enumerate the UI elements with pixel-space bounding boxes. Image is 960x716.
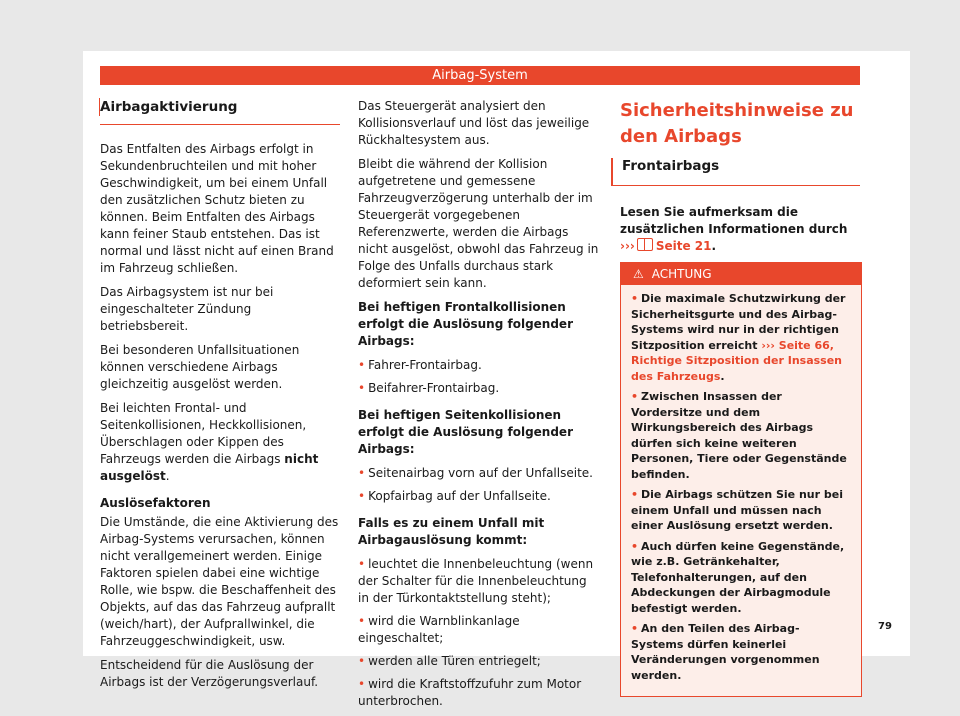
paragraph: Bei besonderen Unfallsituationen können verschiedene Airbags gleichzeitig ausgelöst werden. bbox=[100, 343, 300, 391]
page-number: 79 bbox=[878, 621, 892, 632]
section-title-airbagaktivierung: Airbagaktivierung bbox=[100, 98, 340, 125]
warning-item: • Auch dürfen keine Gegenstände, wie z.B. Getränkehalter, Telefonhalterungen, auf den Abdeckungen der Airbagmodule befestigt werden. bbox=[631, 539, 845, 615]
list-item: • leuchtet die Innenbeleuchtung (wenn der Schalter für die Innenbeleuchtung in der Türkontaktstellung steht); bbox=[358, 557, 594, 605]
subheading-ausloesefaktoren: Auslösefaktoren bbox=[100, 496, 211, 510]
paragraph: Das Entfalten des Airbags erfolgt in Sekundenbruchteilen und mit hoher Geschwindigkeit, um bei einem Unfall den zusätzlichen Schutz bieten zu können. Beim Entfalten des Airbags kann feiner Staub entstehen. Das ist normal und lässt nicht auf einen Brand im Fahrzeug schließen. bbox=[100, 142, 334, 275]
list-item: • Fahrer-Frontairbag. bbox=[358, 358, 482, 372]
column-right bbox=[620, 98, 860, 697]
book-icon bbox=[637, 238, 653, 251]
list-item: • werden alle Türen entriegelt; bbox=[358, 654, 541, 668]
column-middle bbox=[358, 98, 601, 716]
warning-body bbox=[621, 285, 861, 696]
page-reference-link[interactable]: Seite 21 bbox=[655, 239, 712, 253]
warning-item: • Die Airbags schützen Sie nur bei einem Unfall und müssen nach einer Auslösung ersetzt werden. bbox=[631, 488, 843, 532]
subsection-title-frontairbags: Frontairbags bbox=[611, 158, 860, 186]
paragraph: Die Umstände, die eine Aktivierung des Airbag-Systems verursachen, können nicht verallgemeinert werden. Einige Faktoren spielen dabei eine wichtige Rolle, wie bspw. die Beschaffenheit des Objekts, auf das das Fahrzeug aufprallt (weich/hart), der Aufprallwinkel, die Fahrzeuggeschwindigkeit, usw. bbox=[100, 515, 339, 648]
paragraph: Bleibt die während der Kollision aufgetretene und gemessene Fahrzeugverzögerung unterhalb der im Steuergerät vorgegebenen Referenzwerte, werden die Airbags nicht ausgelöst, obwohl das Fahrzeug in Folge des Unfalls durchaus stark deformiert sein kann. bbox=[358, 157, 599, 290]
warning-item: • Die maximale Schutzwirkung der Sicherheitsgurte und des Airbag-Systems wird nur in der richtigen Sitzposition erreicht ››› Seite 66, Richtige Sitzposition der Insassen des Fahrzeugs. bbox=[631, 292, 846, 383]
list-item: • Beifahrer-Frontairbag. bbox=[358, 381, 500, 395]
paragraph: Das Steuergerät analysiert den Kollisionsverlauf und löst das jeweilige Rückhaltesystem aus. bbox=[358, 99, 590, 147]
section-title-sicherheitshinweise: Sicherheitshinweise zu den Airbags bbox=[620, 100, 854, 147]
warning-triangle-icon: ⚠ bbox=[633, 267, 644, 281]
list-item: • wird die Kraftstoffzufuhr zum Motor unterbrochen. bbox=[358, 677, 582, 708]
list-heading: Bei heftigen Frontalkollisionen erfolgt die Auslösung folgender Airbags: bbox=[358, 300, 573, 348]
paragraph: Bei leichten Frontal- und Seitenkollisionen, Heckkollisionen, Überschlagen oder Kippen des Fahrzeugs werden die Airbags nicht ausgelöst. bbox=[100, 401, 319, 483]
warning-item: • An den Teilen des Airbag-Systems dürfen keinerlei Veränderungen vorgenommen werden. bbox=[631, 622, 820, 682]
warning-item: • Zwischen Insassen der Vordersitze und dem Wirkungsbereich des Airbags dürfen sich keine weiteren Personen, Tiere oder Gegenstände befinden. bbox=[631, 390, 847, 481]
paragraph: Entscheidend für die Auslösung der Airbags ist der Verzögerungsverlauf. bbox=[100, 658, 319, 689]
list-item: • wird die Warnblinkanlage eingeschaltet; bbox=[358, 614, 520, 645]
list-item: • Seitenairbag vorn auf der Unfallseite. bbox=[358, 466, 593, 480]
warning-box bbox=[620, 262, 862, 697]
page-reference-link[interactable]: ››› Seite 66, Richtige Sitzposition der Insassen des Fahrzeugs bbox=[631, 338, 843, 383]
column-left bbox=[100, 98, 340, 698]
warning-header: ⚠ ACHTUNG bbox=[621, 263, 861, 285]
list-heading: Bei heftigen Seitenkollisionen erfolgt die Auslösung folgender Airbags: bbox=[358, 408, 573, 456]
list-item: • Kopfairbag auf der Unfallseite. bbox=[358, 489, 551, 503]
list-heading: Falls es zu einem Unfall mit Airbagauslösung kommt: bbox=[358, 516, 545, 547]
intro-text: Lesen Sie aufmerksam die zusätzlichen Informationen durch ››› Seite 21. bbox=[620, 205, 848, 253]
paragraph: Das Airbagsystem ist nur bei eingeschalteter Zündung betriebsbereit. bbox=[100, 285, 274, 333]
chapter-header: Airbag-System bbox=[100, 66, 860, 85]
